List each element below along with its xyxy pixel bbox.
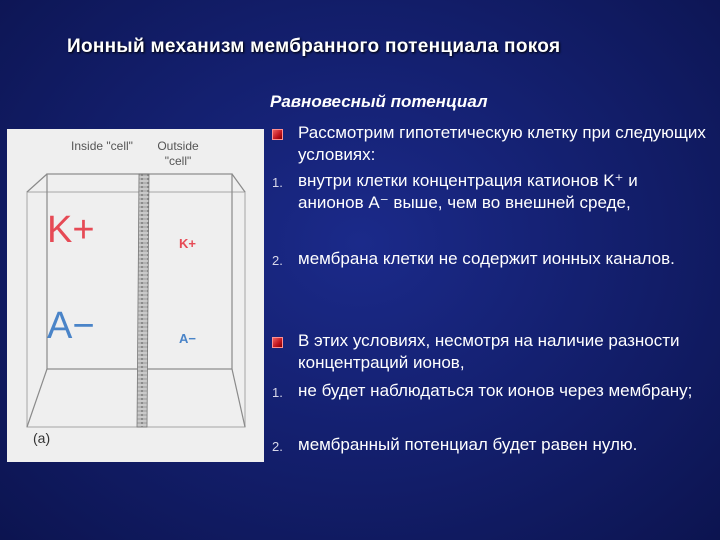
outside-cell-label: Outside "cell": [157, 139, 199, 168]
cell-diagram: [7, 129, 264, 462]
bullet-text: Рассмотрим гипотетическую клетку при следующих условиях:: [298, 123, 706, 164]
list-number: 2.: [272, 439, 283, 454]
list-text: не будет наблюдаться ток ионов через мембрану;: [298, 381, 693, 400]
bullet-square-icon: [272, 337, 283, 348]
cell-box-drawing: [7, 129, 264, 462]
list-text: внутри клетки концентрация катионов K⁺ и анионов A⁻ выше, чем во внешней среде,: [298, 171, 638, 212]
inside-cation-label: K+: [47, 209, 95, 251]
bullet-square-icon: [272, 129, 283, 140]
list-number: 2.: [272, 253, 283, 268]
slide-title: Ионный механизм мембранного потенциала покоя: [67, 36, 561, 57]
bullet-text: В этих условиях, несмотря на наличие разности концентраций ионов,: [298, 331, 680, 372]
membrane: [137, 174, 149, 427]
inside-anion-label: A−: [47, 305, 95, 347]
list-number: 1.: [272, 385, 283, 400]
list-text: мембранный потенциал будет равен нулю.: [298, 435, 638, 454]
list-number: 1.: [272, 175, 283, 190]
outside-anion-label: A−: [179, 331, 196, 346]
outside-cation-label: K+: [179, 236, 196, 251]
list-text: мембрана клетки не содержит ионных каналов.: [298, 249, 675, 268]
inside-cell-label: Inside "cell": [71, 139, 133, 153]
section-subtitle: Равновесный потенциал: [270, 92, 488, 111]
panel-label: (a): [33, 430, 51, 446]
